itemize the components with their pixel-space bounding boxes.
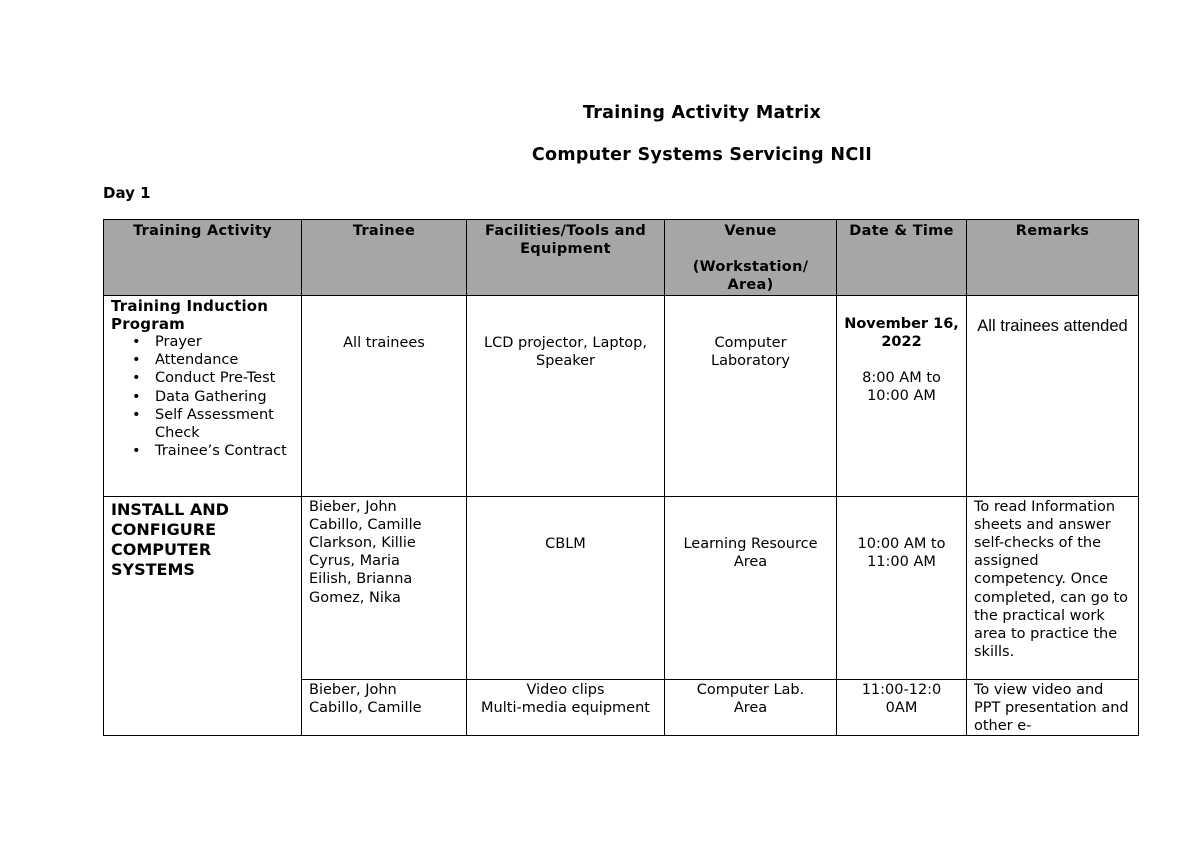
trainee-name: Cyrus, Maria: [309, 553, 400, 570]
facilities-value: LCD projector, Laptop, Speaker: [484, 334, 647, 369]
list-item: • Self Assessment Check: [155, 406, 294, 442]
trainee-name: Bieber, John: [309, 681, 397, 698]
header-trainee: Trainee: [302, 220, 467, 296]
trainee-name: Gomez, Nika: [309, 589, 401, 606]
remarks-value: To read Information sheets and answer self-checks of the assigned competency. Once completed, can go to the practical work area to practice the skills.: [974, 498, 1129, 661]
trainee-cell: [302, 295, 467, 496]
facilities-line: Video clips: [526, 681, 605, 698]
list-item: • Attendance: [155, 351, 294, 369]
training-matrix-table: [103, 219, 1139, 736]
document-title: Training Activity Matrix: [582, 103, 822, 123]
day-label: Day 1: [103, 184, 151, 202]
venue-value: Learning Resource Area: [683, 535, 818, 570]
venue-value: Computer Laboratory: [711, 334, 790, 369]
table-row: [104, 496, 1139, 679]
list-item: • Prayer: [155, 333, 294, 351]
date-value: November 16, 2022: [844, 315, 959, 350]
facilities-cell: [467, 679, 665, 736]
activity-cell: [104, 496, 302, 736]
facilities-value: CBLM: [545, 535, 586, 552]
remarks-value: To view video and PPT presentation and other e-: [974, 681, 1129, 735]
facilities-line: Multi-media equipment: [481, 699, 650, 716]
trainee-value: All trainees: [343, 334, 425, 351]
list-item: • Data Gathering: [155, 388, 294, 406]
remarks-cell: [967, 295, 1139, 496]
facilities-cell: [467, 295, 665, 496]
list-item: • Conduct Pre-Test: [155, 369, 294, 387]
header-row: [104, 220, 1139, 296]
time-value: 11:00-12:00AM: [861, 681, 942, 716]
time-value: 10:00 AM to 11:00 AM: [857, 535, 946, 570]
remarks-cell: [967, 496, 1139, 679]
header-venue-sub: (Workstation/ Area): [692, 259, 809, 294]
header-training-activity: Training Activity: [104, 220, 302, 296]
venue-value: Computer Lab. Area: [696, 681, 805, 716]
activity-list: [111, 333, 294, 460]
remarks-value: All trainees attended: [977, 316, 1128, 335]
trainee-cell: [302, 496, 467, 679]
activity-title: INSTALL AND CONFIGURE COMPUTER SYSTEMS: [111, 499, 229, 579]
time-value: 8:00 AM to 10:00 AM: [862, 370, 941, 405]
list-item: • Trainee’s Contract: [155, 442, 294, 460]
trainee-name: Cabillo, Camille: [309, 699, 422, 716]
header-remarks: Remarks: [967, 220, 1139, 296]
header-venue: [665, 220, 837, 296]
datetime-cell: [837, 679, 967, 736]
venue-cell: [665, 496, 837, 679]
table-row: [104, 295, 1139, 496]
datetime-cell: [837, 496, 967, 679]
venue-cell: [665, 295, 837, 496]
trainee-name: Bieber, John: [309, 498, 397, 515]
document-subtitle: Computer Systems Servicing NCII: [531, 145, 873, 165]
header-facilities: Facilities/Tools and Equipment: [467, 220, 665, 296]
trainee-name: Eilish, Brianna: [309, 571, 413, 588]
datetime-cell: [837, 295, 967, 496]
trainee-name: Cabillo, Camille: [309, 516, 422, 533]
trainee-cell: [302, 679, 467, 736]
activity-cell: [104, 295, 302, 496]
venue-cell: [665, 679, 837, 736]
header-venue-label: Venue: [724, 223, 777, 239]
header-date-time: Date & Time: [837, 220, 967, 296]
facilities-cell: [467, 496, 665, 679]
activity-title: Training Induction Program: [111, 296, 269, 333]
trainee-name: Clarkson, Killie: [309, 535, 416, 552]
remarks-cell: [967, 679, 1139, 736]
